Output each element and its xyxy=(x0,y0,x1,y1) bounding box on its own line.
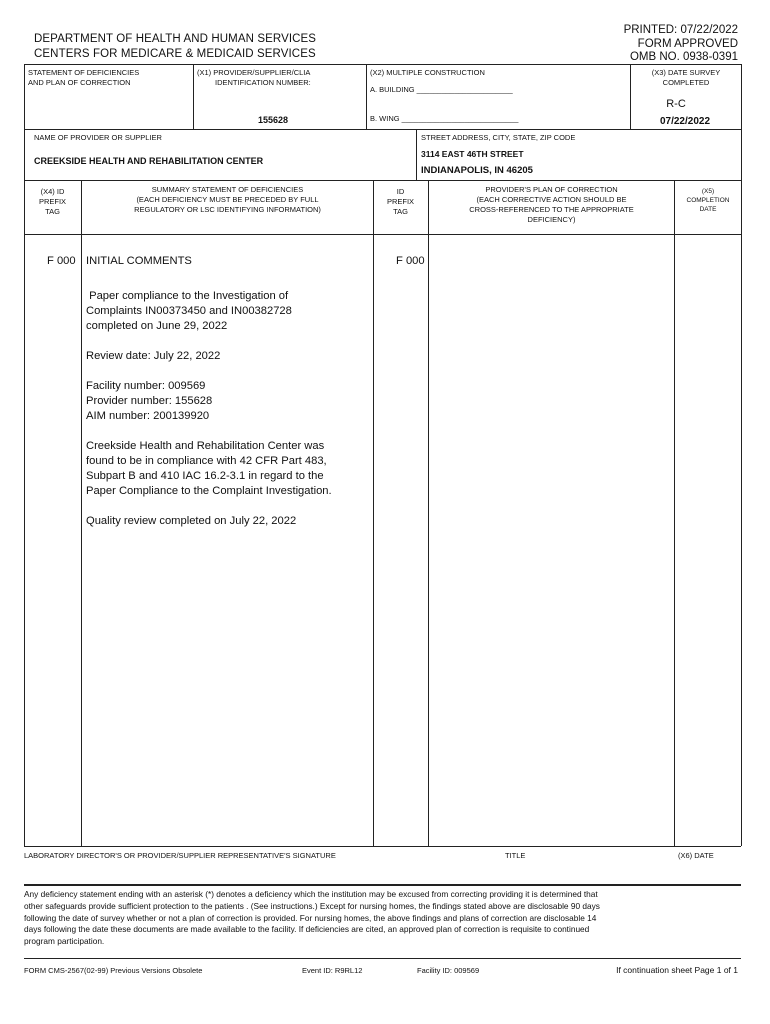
paragraph-line: Creekside Health and Rehabilitation Center was xyxy=(86,440,325,452)
form-row-divider xyxy=(24,129,741,130)
column-divider xyxy=(416,129,417,180)
statement-label: STATEMENT OF DEFICIENCIES AND PLAN OF CORRECTION xyxy=(28,68,140,87)
entry-heading: INITIAL COMMENTS xyxy=(86,255,192,267)
column-divider xyxy=(373,180,374,846)
form-id: FORM CMS-2567(02-99) Previous Versions Obsolete xyxy=(24,966,203,975)
survey-date: 07/22/2022 xyxy=(659,116,711,127)
signature-bottom-border xyxy=(24,884,741,886)
x2-label: (X2) MULTIPLE CONSTRUCTION xyxy=(370,68,485,77)
id-prefix-header: ID PREFIX TAG xyxy=(386,187,415,216)
form-row-divider xyxy=(24,180,741,181)
city-state-zip: INDIANAPOLIS, IN 46205 xyxy=(421,165,533,176)
column-divider xyxy=(366,64,367,129)
paragraph-line: Paper compliance to the Investigation of xyxy=(86,290,289,302)
entry-body xyxy=(86,289,371,529)
footer-divider xyxy=(24,958,741,959)
completion-date-header: (X5) COMPLETION DATE xyxy=(686,188,730,213)
disclosure-note: Any deficiency statement ending with an asterisk (*) denotes a deficiency which the institution may be excused from correcting providing it is determined that other safeguards provide sufficient protection to the patients . (See instructions.) Except for nursing homes, the findings stated above are disclosable 90 days following the date of survey whether or not a plan of correction is provided. For nursing homes, the above findings and plans of correction are disclosable 14 days following the date these documents are made available to the facility. If deficiencies are cited, an approved plan of correction is requisite to continued program participation. xyxy=(24,889,600,947)
wing-field: B. WING ____________________________ xyxy=(370,114,519,123)
survey-code: R-C xyxy=(666,98,686,110)
column-divider xyxy=(674,180,675,846)
paragraph-line: Review date: July 22, 2022 xyxy=(86,350,221,362)
x3-label: (X3) DATE SURVEY COMPLETED xyxy=(651,68,721,87)
x1-label: (X1) PROVIDER/SUPPLIER/CLIA IDENTIFICATION NUMBER: xyxy=(197,68,311,87)
paragraph-line: found to be in compliance with 42 CFR Part 483, xyxy=(86,455,327,467)
agency-name: CENTERS FOR MEDICARE & MEDICAID SERVICES xyxy=(34,48,316,60)
paragraph-line: Quality review completed on July 22, 2022 xyxy=(86,515,297,527)
signature-label: LABORATORY DIRECTOR'S OR PROVIDER/SUPPLIER REPRESENTATIVE'S SIGNATURE xyxy=(24,851,336,860)
column-divider xyxy=(81,180,82,846)
form-left-border xyxy=(24,64,25,846)
provider-name: CREEKSIDE HEALTH AND REHABILITATION CENTER xyxy=(34,156,264,166)
building-field: A. BUILDING _______________________ xyxy=(370,85,513,94)
provider-name-label: NAME OF PROVIDER OR SUPPLIER xyxy=(34,133,162,142)
omb-number: OMB NO. 0938-0391 xyxy=(629,51,738,63)
x4-prefix-header: (X4) ID PREFIX TAG xyxy=(38,187,67,216)
facility-id: Facility ID: 009569 xyxy=(417,966,480,975)
deficiency-tag: F 000 xyxy=(47,255,76,267)
table-bottom-border xyxy=(24,846,741,847)
summary-header: SUMMARY STATEMENT OF DEFICIENCIES (EACH DEFICIENCY MUST BE PRECEDED BY FULL REGULATORY OR LSC IDENTIFYING INFORMATION) xyxy=(134,185,321,214)
department-name: DEPARTMENT OF HEALTH AND HUMAN SERVICES xyxy=(34,33,317,45)
street-address: 3114 EAST 46TH STREET xyxy=(421,149,524,159)
provider-id-number: 155628 xyxy=(258,115,289,125)
paragraph-line: completed on June 29, 2022 xyxy=(86,320,228,332)
paragraph-line: Complaints IN00373450 and IN00382728 xyxy=(86,305,292,317)
columns-header-divider xyxy=(24,234,741,235)
event-id: Event ID: R9RL12 xyxy=(302,966,363,975)
address-label: STREET ADDRESS, CITY, STATE, ZIP CODE xyxy=(421,133,576,142)
page-indicator: If continuation sheet Page 1 of 1 xyxy=(616,965,738,975)
form-approved-label: FORM APPROVED xyxy=(637,37,738,50)
column-divider xyxy=(428,180,429,846)
printed-date: PRINTED: 07/22/2022 xyxy=(623,24,738,36)
form-approval-header xyxy=(624,24,738,65)
plan-tag: F 000 xyxy=(396,255,425,267)
form-top-border xyxy=(24,64,741,65)
paragraph-line: Subpart B and 410 IAC 16.2-3.1 in regard to the xyxy=(86,470,324,482)
plan-of-correction-header: PROVIDER'S PLAN OF CORRECTION (EACH CORRECTIVE ACTION SHOULD BE CROSS-REFERENCED TO THE APPROPRIATE DEFICIENCY) xyxy=(469,185,634,224)
agency-header xyxy=(34,32,316,62)
title-label: TITLE xyxy=(505,851,526,860)
paragraph-line: Paper Compliance to the Complaint Investigation. xyxy=(86,485,332,497)
column-divider xyxy=(193,64,194,129)
paragraph-line: AIM number: 200139920 xyxy=(86,410,210,422)
signature-date-label: (X6) DATE xyxy=(678,851,714,860)
paragraph-line: Provider number: 155628 xyxy=(86,395,213,407)
paragraph-line: Facility number: 009569 xyxy=(86,380,206,392)
form-right-border xyxy=(741,64,742,846)
